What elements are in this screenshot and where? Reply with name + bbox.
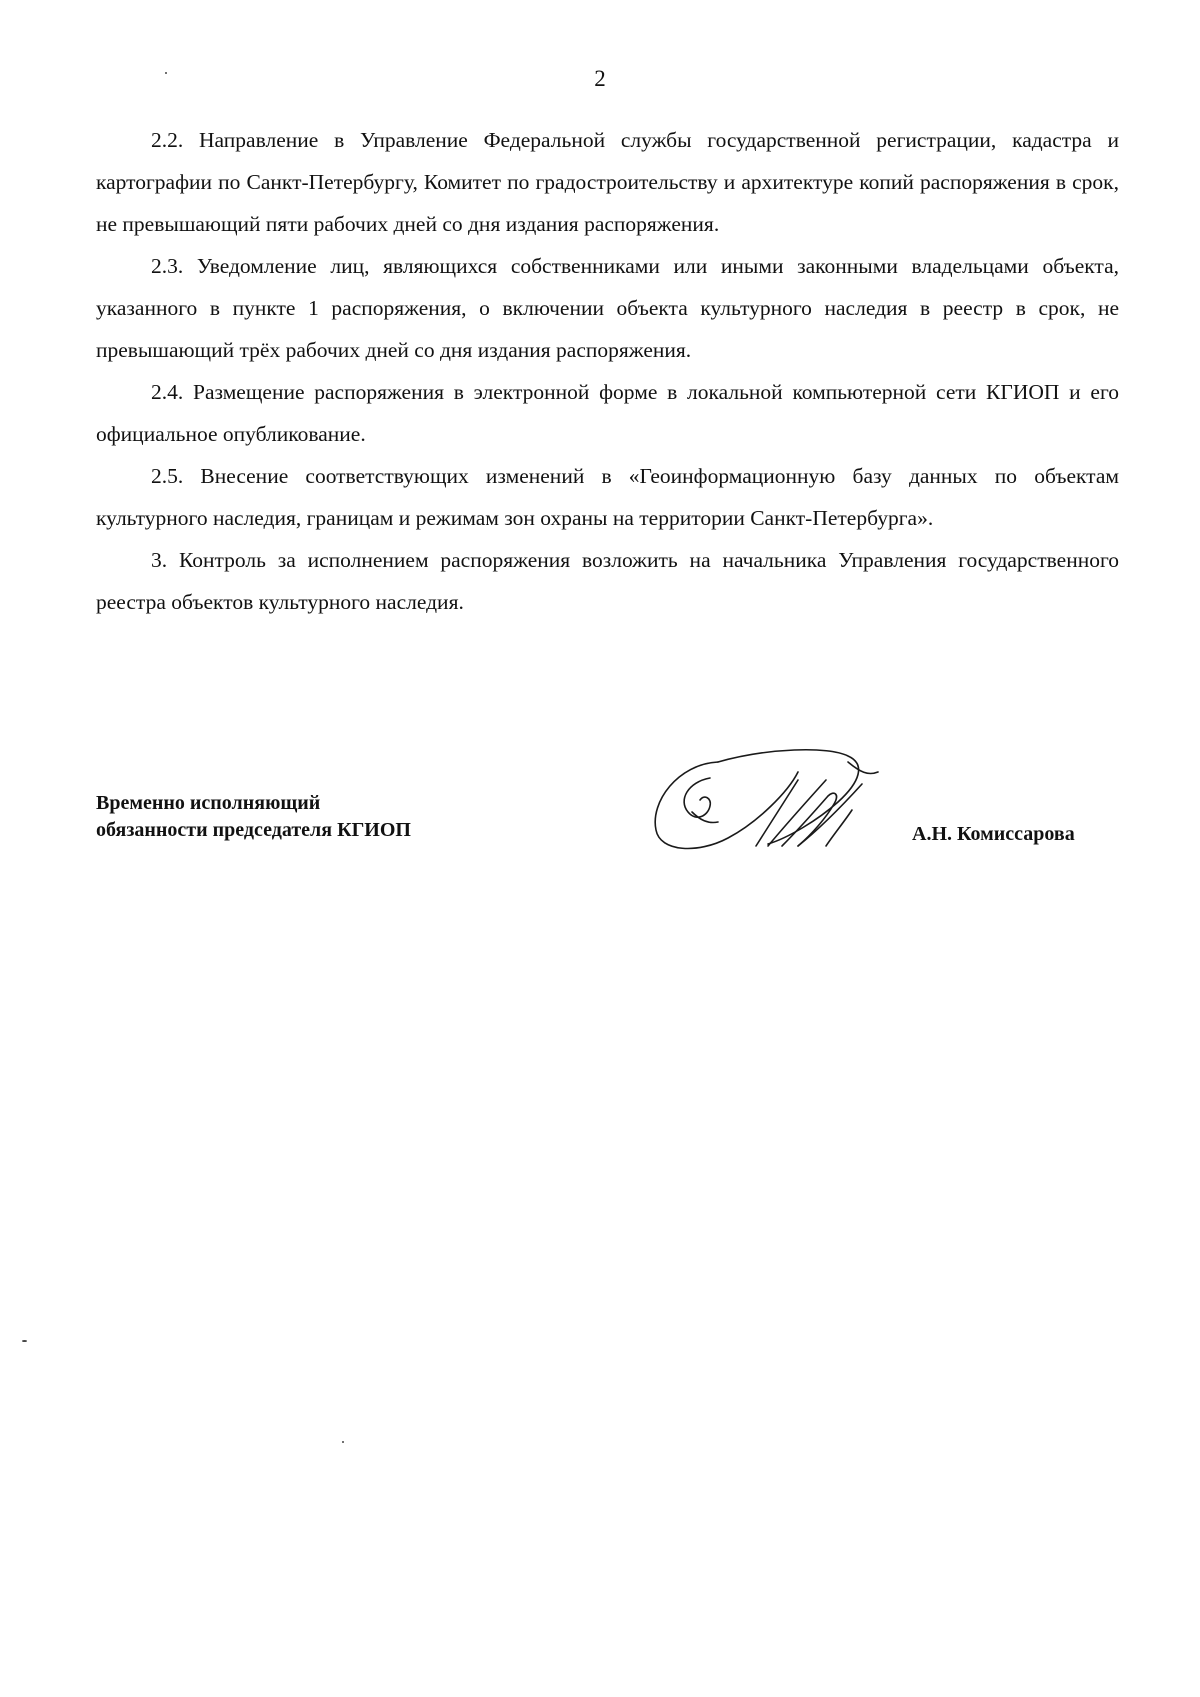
paragraph-3: 3. Контроль за исполнением распоряжения возложить на начальника Управления государственного реестра объектов культурного наследия. <box>96 548 1119 614</box>
scan-speck <box>22 1340 27 1342</box>
paragraph-2-5: 2.5. Внесение соответствующих изменений в «Геоинформационную базу данных по объектам культурного наследия, границам и режимам зон охраны на территории Санкт-Петербурга». <box>96 464 1119 530</box>
paragraph-2-2: 2.2. Направление в Управление Федеральной службы государственной регистрации, кадастра и картографии по Санкт-Петербургу, Комитет по градостроительству и архитектуре копий распоряжения в срок, не превышающий пяти рабочих дней со дня издания распоряжения. <box>96 128 1119 236</box>
paragraph-2-4: 2.4. Размещение распоряжения в электронной форме в локальной компьютерной сети КГИОП и его официальное опубликование. <box>96 380 1119 446</box>
scan-speck <box>342 1441 344 1443</box>
paragraph-2-3: 2.3. Уведомление лиц, являющихся собственниками или иными законными владельцами объекта, указанного в пункте 1 распоряжения, о включении объекта культурного наследия в реестр в срок, не превышающий трёх рабочих дней со дня издания распоряжения. <box>96 254 1119 362</box>
page-number: 2 <box>594 66 606 91</box>
scan-speck <box>165 72 167 74</box>
signatory-position-line-2: обязанности председателя КГИОП <box>96 819 411 841</box>
signer-name: А.Н. Комиссарова <box>912 823 1075 845</box>
signatory-position <box>96 790 411 844</box>
handwritten-signature <box>648 742 880 862</box>
document-body <box>96 119 1119 623</box>
signatory-position-line-1: Временно исполняющий <box>96 792 321 814</box>
